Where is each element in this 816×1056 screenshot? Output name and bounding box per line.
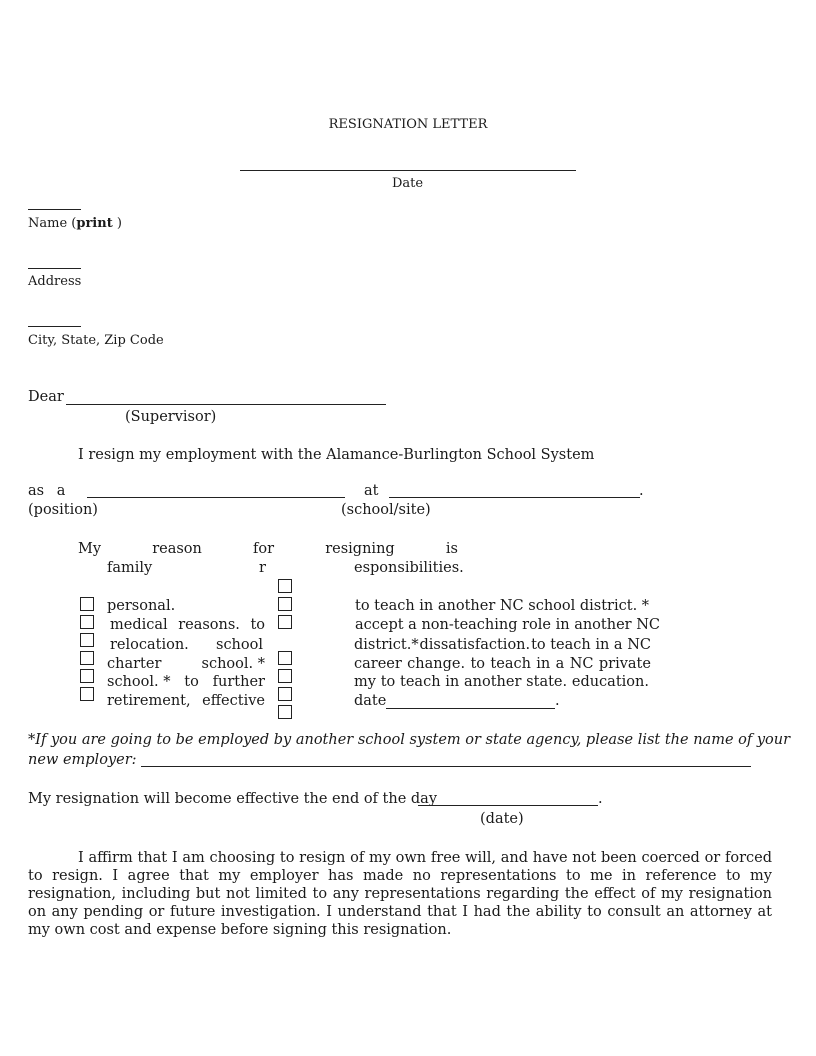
reason-career-change [354, 656, 651, 672]
word: district.* [354, 637, 419, 653]
at-label: at [364, 483, 379, 499]
reason-another-state [354, 674, 649, 690]
word: to [470, 656, 486, 672]
reason-word: for [253, 541, 275, 557]
checkbox-medical[interactable] [80, 615, 94, 629]
word: to teach in a NC [531, 637, 651, 653]
word: reasons. [178, 617, 240, 633]
reason-charter [107, 656, 265, 672]
word: my [354, 674, 376, 690]
effective-date-line[interactable] [386, 708, 555, 709]
supervisor-label: (Supervisor) [125, 409, 217, 425]
reason-family: family [107, 560, 153, 576]
word: medical [110, 617, 168, 633]
reason-relocation [110, 637, 263, 653]
checkbox-personal[interactable] [80, 597, 94, 611]
supervisor-name-line[interactable] [66, 404, 386, 405]
reason-r: r [259, 560, 266, 576]
reason-medical [110, 617, 265, 633]
checkbox-relocation[interactable] [80, 633, 94, 647]
reason-non-teaching-role: accept a non-teaching role in another NC [355, 617, 660, 633]
checkbox-option[interactable] [278, 597, 292, 611]
word: school. * [107, 674, 171, 690]
city-field-line[interactable] [28, 326, 81, 327]
word: change. [407, 656, 466, 672]
word: to [380, 674, 396, 690]
effective-statement: My resignation will become effective the end of the day [28, 791, 438, 807]
word: charter [107, 656, 162, 672]
reason-district-dissatisfaction [354, 637, 651, 653]
word: retirement, [107, 693, 191, 709]
word: a [555, 656, 565, 672]
word: teach [490, 656, 531, 672]
reason-retirement [107, 693, 265, 709]
city-state-zip-label: City, State, Zip Code [28, 333, 164, 348]
checkbox-option[interactable] [278, 579, 292, 593]
period-mark: . [555, 693, 560, 709]
as-a-label: as a [28, 483, 66, 499]
reason-date-label: date [354, 693, 387, 709]
word: further [212, 674, 265, 690]
address-field-line[interactable] [28, 268, 81, 269]
word: effective [202, 693, 265, 709]
new-employer-note: *If you are going to be employed by another school system or state agency, please list the name of your [28, 732, 791, 748]
word: in [536, 656, 551, 672]
word: teach [400, 674, 441, 690]
name-label-print: print [76, 216, 113, 231]
checkbox-further[interactable] [80, 669, 94, 683]
reason-word: resigning [325, 541, 395, 557]
reason-word: reason [152, 541, 202, 557]
period-mark: . [598, 791, 603, 807]
date-label: Date [392, 176, 424, 191]
document-title: RESIGNATION LETTER [328, 117, 488, 132]
checkbox-option[interactable] [278, 687, 292, 701]
checkbox-option[interactable] [278, 669, 292, 683]
checkbox-option[interactable] [278, 615, 292, 629]
school-site-line[interactable] [389, 497, 640, 498]
name-label-close: ) [112, 216, 122, 231]
reason-intro [78, 541, 458, 557]
reason-teach-nc-district: to teach in another NC school district. * [355, 598, 650, 614]
word: dissatisfaction. [419, 637, 531, 653]
checkbox-option[interactable] [278, 705, 292, 719]
reason-word: My [78, 541, 102, 557]
position-line[interactable] [87, 497, 345, 498]
reason-school-further [107, 674, 265, 690]
date-paren-label: (date) [480, 811, 524, 827]
word: school. * [201, 656, 265, 672]
word: relocation. [110, 637, 189, 653]
date-signature-line[interactable] [240, 170, 576, 171]
word: another [464, 674, 522, 690]
checkbox-option[interactable] [278, 651, 292, 665]
period-mark: . [639, 483, 644, 499]
dear-label: Dear [28, 389, 64, 405]
affirmation-paragraph: I affirm that I am choosing to resign of my own free will, and have not been coerced or forced to resign. I agree that my employer has made no representations to me in reference to my resignation, including but not limited to any representations regarding the effect of my resignation on any pending or future investigation. I understand that I had the ability to consult an attorney at my own cost and expense before signing this resignation. [28, 850, 772, 938]
checkbox-charter[interactable] [80, 651, 94, 665]
word: to [184, 674, 199, 690]
name-label [28, 216, 122, 231]
position-label: (position) [28, 502, 98, 518]
word: NC [569, 656, 594, 672]
reason-word: is [445, 541, 458, 557]
new-employer-line[interactable] [141, 766, 751, 767]
effective-end-date-line[interactable] [418, 805, 598, 806]
reason-responsibilities: esponsibilities. [354, 560, 464, 576]
name-label-text: Name ( [28, 216, 77, 231]
word: in [445, 674, 460, 690]
word: education. [571, 674, 649, 690]
reason-personal: personal. [107, 598, 176, 614]
new-employer-label: new employer: [28, 752, 137, 768]
checkbox-retirement[interactable] [80, 687, 94, 701]
resign-statement: I resign my employment with the Alamance-Burlington School System [78, 447, 595, 463]
word: career [354, 656, 402, 672]
word: to [250, 617, 265, 633]
school-site-label: (school/site) [341, 502, 431, 518]
word: state. [526, 674, 568, 690]
word: private [598, 656, 651, 672]
address-label: Address [28, 274, 82, 289]
name-field-line[interactable] [28, 209, 81, 210]
word: school [216, 637, 263, 653]
